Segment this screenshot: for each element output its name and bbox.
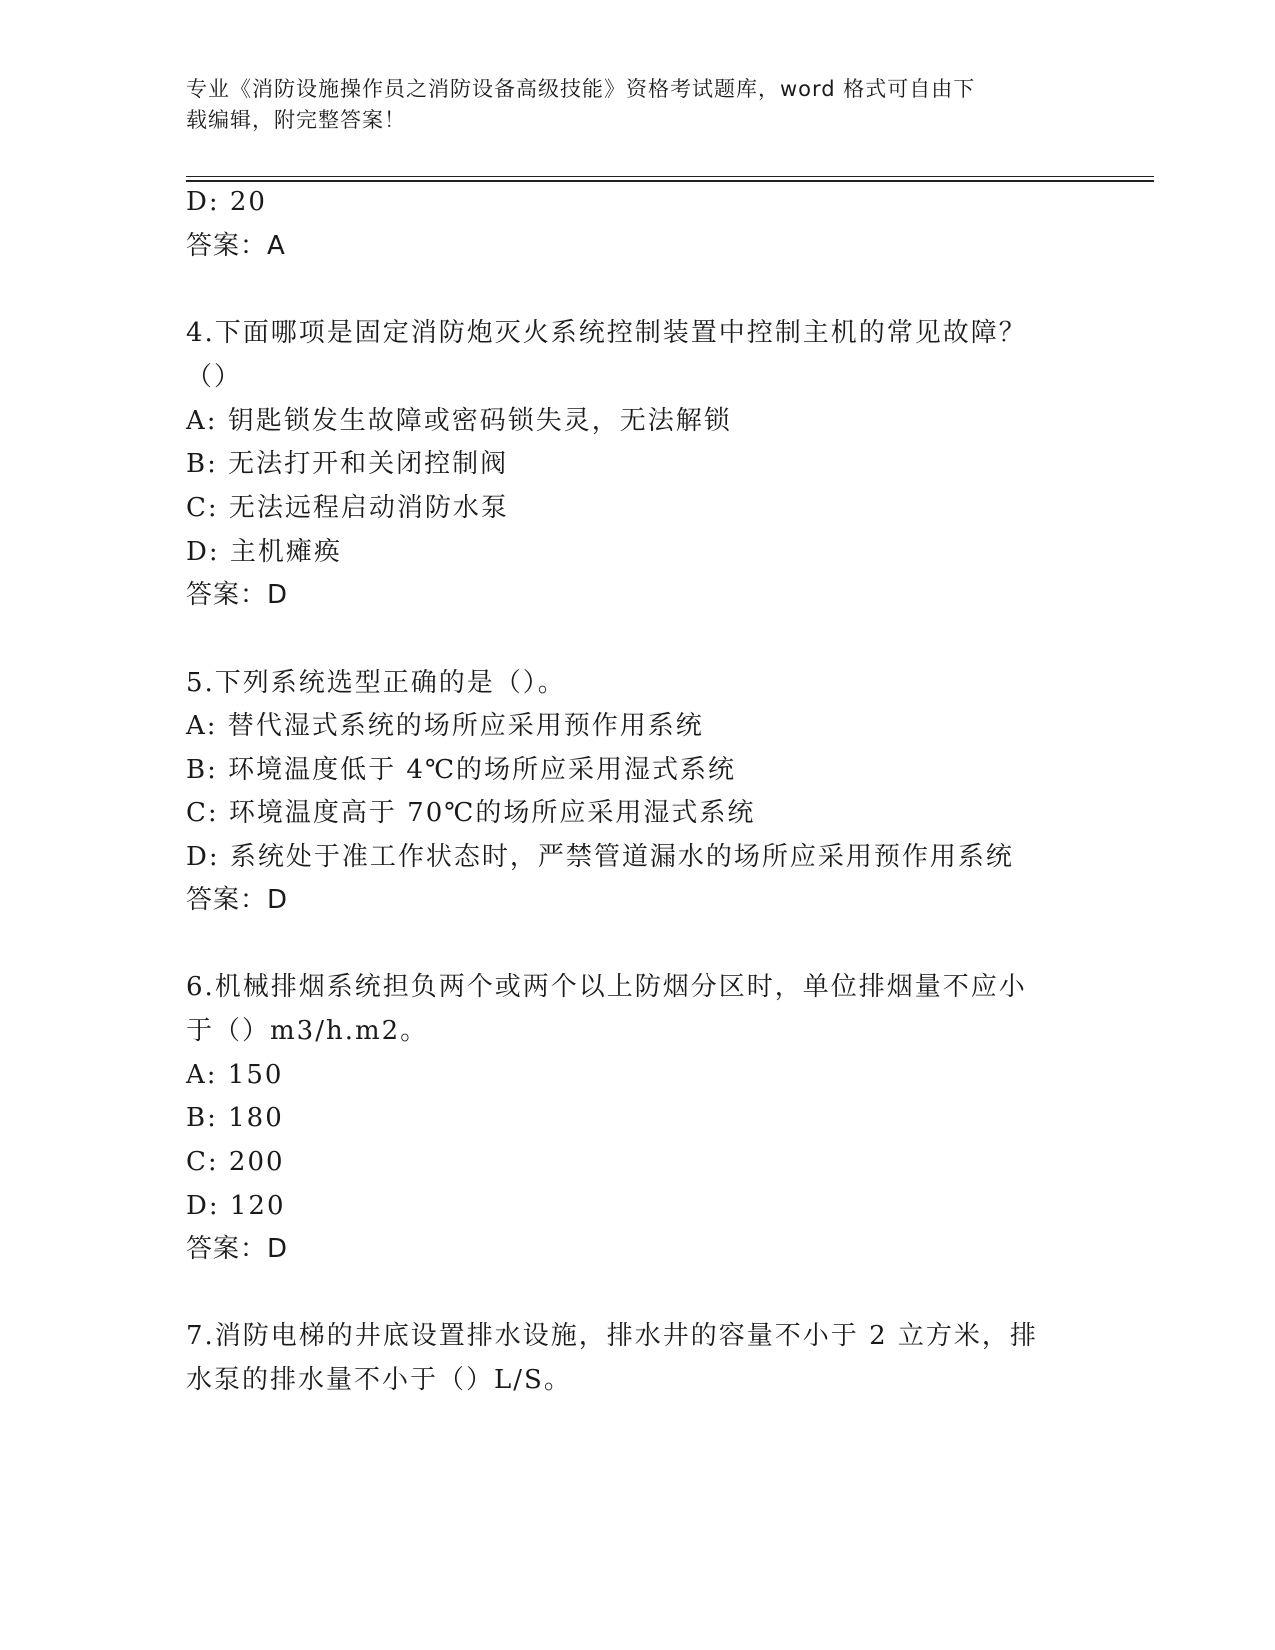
question-5-option-a: A: 替代湿式系统的场所应采用预作用系统 bbox=[186, 711, 704, 741]
question-5-answer: 答案：D bbox=[186, 885, 289, 915]
question-6-option-a: A: 150 bbox=[186, 1060, 284, 1090]
header-line-2: 载编辑，附完整答案！ bbox=[186, 108, 406, 132]
question-5-stem: 5.下列系统选型正确的是（）。 bbox=[186, 668, 566, 698]
question-5-option-c: C: 环境温度高于 70℃的场所应采用湿式系统 bbox=[186, 798, 756, 828]
question-4-option-c: C: 无法远程启动消防水泵 bbox=[186, 493, 509, 523]
question-4-option-b: B: 无法打开和关闭控制阀 bbox=[186, 449, 509, 479]
question-6-option-c: C: 200 bbox=[186, 1147, 285, 1177]
answer-line: 答案：A bbox=[186, 231, 286, 261]
question-7-stem: 7.消防电梯的井底设置排水设施，排水井的容量不小于 2 立方米，排 bbox=[186, 1321, 1038, 1351]
question-6-answer: 答案：D bbox=[186, 1234, 289, 1264]
question-5-option-b: B: 环境温度低于 4℃的场所应采用湿式系统 bbox=[186, 755, 737, 785]
question-4-answer: 答案：D bbox=[186, 580, 289, 610]
question-5-option-d: D: 系统处于准工作状态时，严禁管道漏水的场所应采用预作用系统 bbox=[186, 842, 1014, 872]
header-divider-thin bbox=[186, 176, 1154, 177]
question-4-stem-cont: （） bbox=[186, 362, 243, 392]
option-d: D: 20 bbox=[186, 187, 267, 217]
header-line-1: 专业《消防设施操作员之消防设备高级技能》资格考试题库，word 格式可自由下 bbox=[186, 77, 976, 101]
question-6-option-b: B: 180 bbox=[186, 1103, 284, 1133]
question-4-stem: 4.下面哪项是固定消防炮灭火系统控制装置中控制主机的常见故障？ bbox=[186, 318, 1027, 348]
question-4-option-a: A: 钥匙锁发生故障或密码锁失灵，无法解锁 bbox=[186, 406, 732, 436]
question-6-stem: 6.机械排烟系统担负两个或两个以上防烟分区时，单位排烟量不应小 bbox=[186, 972, 1027, 1002]
question-7-stem-cont: 水泵的排水量不小于（）L/S。 bbox=[186, 1365, 572, 1395]
header-divider-thick bbox=[186, 180, 1154, 182]
question-6-option-d: D: 120 bbox=[186, 1191, 286, 1221]
document-header bbox=[186, 74, 1066, 136]
question-4-option-d: D: 主机瘫痪 bbox=[186, 537, 342, 567]
question-6-stem-cont: 于（）m3/h.m2。 bbox=[186, 1016, 429, 1046]
